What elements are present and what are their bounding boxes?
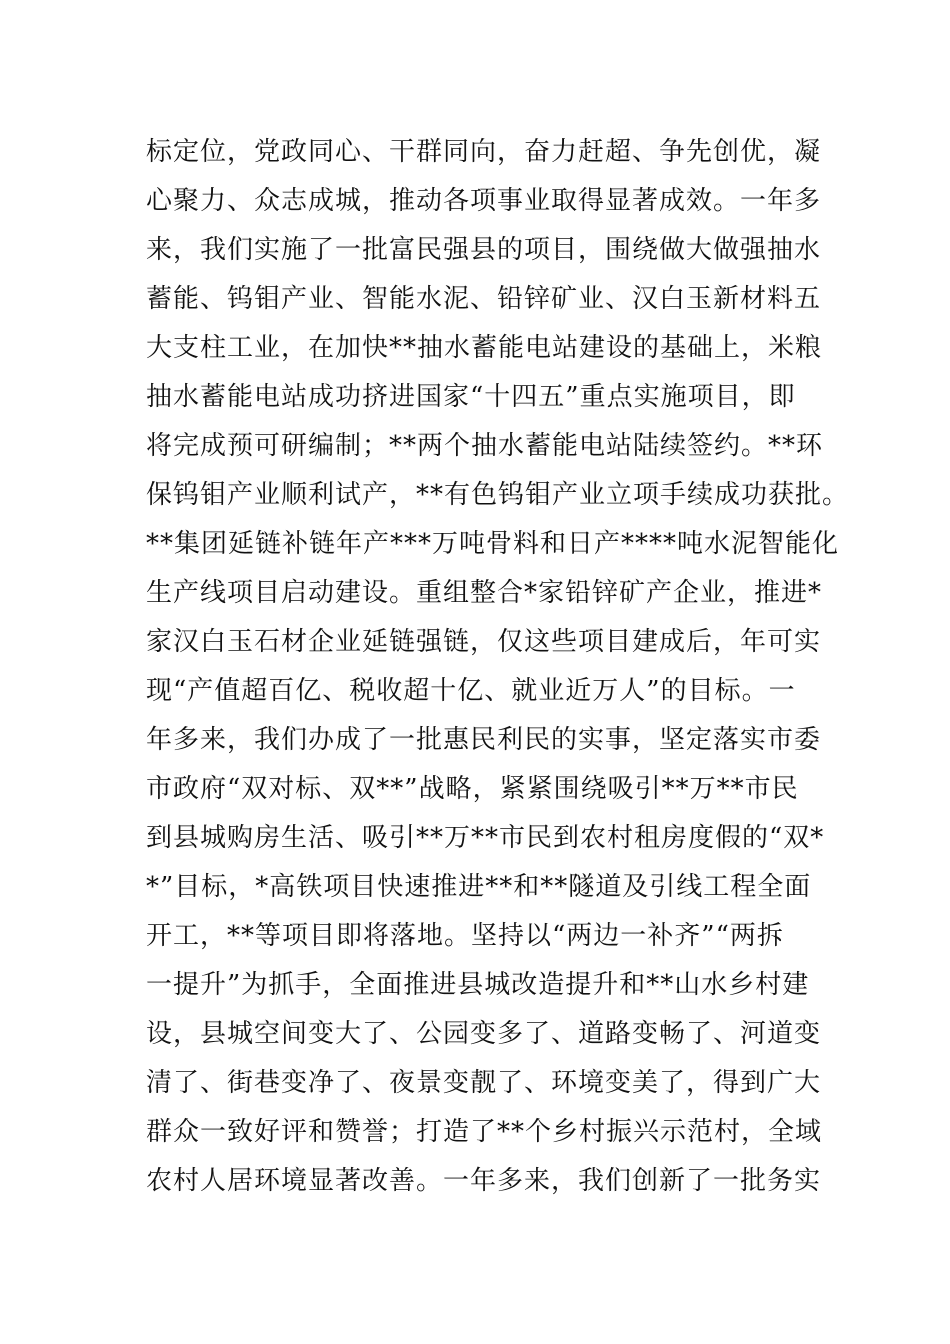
text-line: *”目标，*高铁项目快速推进**和**隧道及引线工程全面 xyxy=(146,872,812,902)
text-line: 生产线项目启动建设。重组整合*家铅锌矿产企业，推进* xyxy=(146,578,823,608)
text-line: 心聚力、众志成城，推动各项事业取得显著成效。一年多 xyxy=(146,186,822,216)
text-line: 一提升”为抓手，全面推进县城改造提升和**山水乡村建 xyxy=(146,970,810,1000)
text-line: 家汉白玉石材企业延链强链，仅这些项目建成后，年可实 xyxy=(146,627,822,657)
text-line: 设，县城空间变大了、公园变多了、道路变畅了、河道变 xyxy=(146,1019,822,1049)
text-line: 清了、街巷变净了、夜景变靓了、环境变美了，得到广大 xyxy=(146,1068,822,1098)
body-paragraph xyxy=(146,128,850,1206)
text-line: 开工，**等项目即将落地。坚持以“两边一补齐”“两拆 xyxy=(146,921,784,951)
text-line: 来，我们实施了一批富民强县的项目，围绕做大做强抽水 xyxy=(146,235,822,265)
text-line: 年多来，我们办成了一批惠民利民的实事，坚定落实市委 xyxy=(146,725,822,755)
text-line: 农村人居环境显著改善。一年多来，我们创新了一批务实 xyxy=(146,1166,822,1196)
text-line: 标定位，党政同心、干群同向，奋力赶超、争先创优，凝 xyxy=(146,137,822,167)
text-line: 市政府“双对标、双**”战略，紧紧围绕吸引**万**市民 xyxy=(146,774,799,804)
text-line: 蓄能、钨钼产业、智能水泥、铅锌矿业、汉白玉新材料五 xyxy=(146,284,822,314)
text-line: 将完成预可研编制；**两个抽水蓄能电站陆续签约。**环 xyxy=(146,431,824,461)
text-line: 抽水蓄能电站成功挤进国家“十四五”重点实施项目，即 xyxy=(146,382,796,412)
text-line: 大支柱工业，在加快**抽水蓄能电站建设的基础上，米粮 xyxy=(146,333,823,363)
text-line: 到县城购房生活、吸引**万**市民到农村租房度假的“双* xyxy=(146,823,825,853)
text-line: 群众一致好评和赞誉；打造了**个乡村振兴示范村，全域 xyxy=(146,1117,823,1147)
text-line: 现“产值超百亿、税收超十亿、就业近万人”的目标。一 xyxy=(146,676,796,706)
text-line: **集团延链补链年产***万吨骨料和日产****吨水泥智能化 xyxy=(146,529,840,559)
text-line: 保钨钼产业顺利试产，**有色钨钼产业立项手续成功获批。 xyxy=(146,480,850,510)
